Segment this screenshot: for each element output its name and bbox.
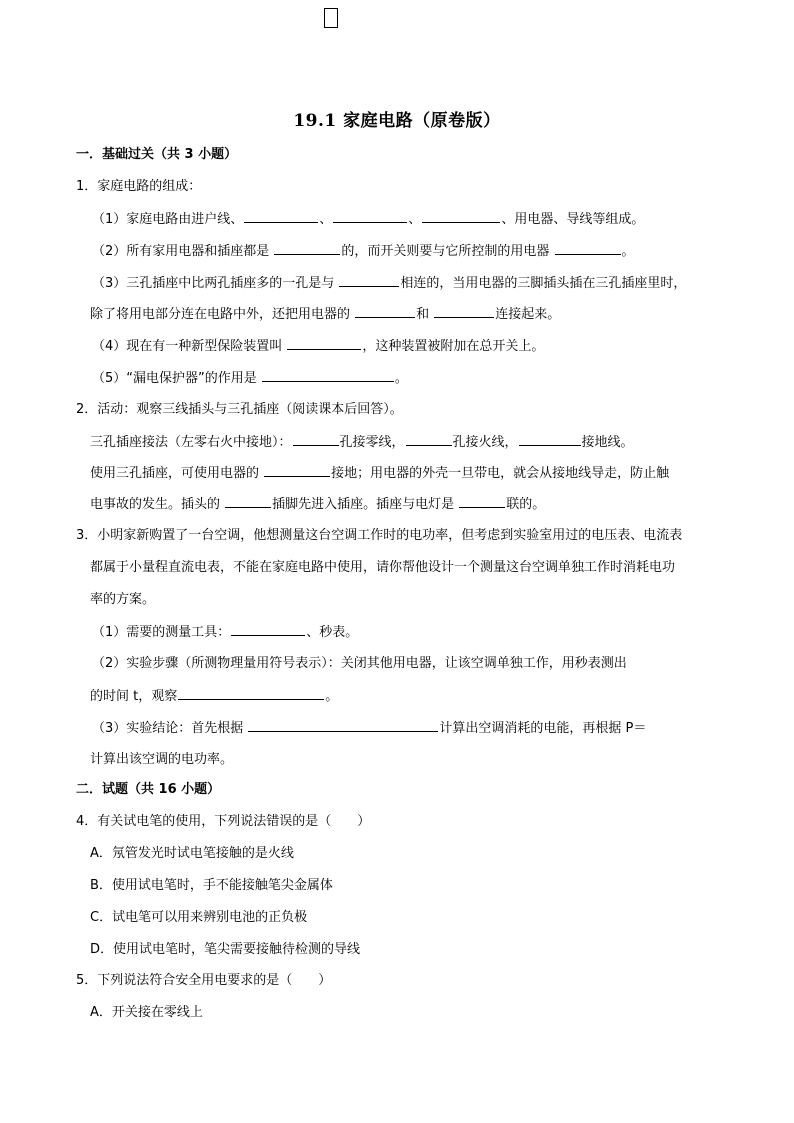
question-1-stem: 1．家庭电路的组成： xyxy=(76,179,202,194)
answer-blank xyxy=(274,242,340,255)
answer-blank xyxy=(519,433,581,446)
question-1-part-3-cont: 除了将用电部分连在电路中外，还把用电器的 和 连接起来。 xyxy=(90,307,561,322)
question-4-option-b: B．使用试电笔时，手不能接触笔尖金属体 xyxy=(90,878,333,893)
answer-blank xyxy=(434,305,494,318)
question-1-part-5: （5）“漏电保护器”的作用是 。 xyxy=(92,371,408,386)
question-1-part-4: （4）现在有一种新型保险装置叫 ，这种装置被附加在总开关上。 xyxy=(92,339,545,354)
answer-blank xyxy=(225,495,271,508)
answer-blank xyxy=(262,369,394,382)
section-heading-tests: 二．试题（共 16 小题） xyxy=(76,782,221,797)
page-title: 19.1 家庭电路（原卷版） xyxy=(293,111,501,131)
answer-blank xyxy=(555,242,621,255)
answer-blank xyxy=(422,210,500,223)
question-3-stem-line-1: 3．小明家新购置了一台空调，他想测量这台空调工作时的电功率，但考虑到实验室用过的电压表、电流表 xyxy=(76,528,683,543)
answer-blank xyxy=(264,464,330,477)
question-2-line-3: 电事故的发生。插头的 插脚先进入插座。插座与电灯是 联的。 xyxy=(90,497,546,512)
question-3-stem-line-3: 率的方案。 xyxy=(90,592,156,607)
question-3-part-3-cont: 计算出该空调的电功率。 xyxy=(90,752,234,767)
answer-blank xyxy=(459,495,505,508)
answer-blank xyxy=(244,210,318,223)
missing-glyph-box xyxy=(324,8,338,28)
question-3-part-2: （2）实验步骤（所测物理量用符号表示）：关闭其他用电器，让该空调单独工作，用秒表测出 xyxy=(92,656,627,671)
question-4-stem: 4．有关试电笔的使用，下列说法错误的是（ ） xyxy=(76,814,371,829)
question-5-stem: 5．下列说法符合安全用电要求的是（ ） xyxy=(76,973,332,988)
question-1-part-2: （2）所有家用电器和插座都是 的，而开关则要与它所控制的用电器 。 xyxy=(92,244,635,259)
section-heading-basic: 一．基础过关（共 3 小题） xyxy=(76,147,238,162)
question-2-line-2: 使用三孔插座，可使用电器的 接地；用电器的外壳一旦带电，就会从接地线导走，防止触 xyxy=(90,466,670,481)
answer-blank xyxy=(355,305,415,318)
question-4-option-d: D．使用试电笔时，笔尖需要接触待检测的导线 xyxy=(90,942,361,957)
answer-blank xyxy=(339,274,399,287)
question-3-part-2-cont: 的时间 t，观察 。 xyxy=(90,689,339,704)
question-1-part-3: （3）三孔插座中比两孔插座多的一孔是与 相连的，当用电器的三脚插头插在三孔插座里时， xyxy=(92,276,687,291)
answer-blank xyxy=(178,687,324,700)
question-3-part-1: （1）需要的测量工具： 、秒表。 xyxy=(92,625,359,640)
question-2-line-1: 三孔插座接法（左零右火中接地）： 孔接零线， 孔接火线， 接地线。 xyxy=(90,435,634,450)
question-3-stem-line-2: 都属于小量程直流电表，不能在家庭电路中使用，请你帮他设计一个测量这台空调单独工作时消耗电功 xyxy=(90,560,676,575)
question-2-stem: 2．活动：观察三线插头与三孔插座（阅读课本后回答）。 xyxy=(76,402,403,417)
answer-blank xyxy=(333,210,407,223)
question-4-option-a: A．氖管发光时试电笔接触的是火线 xyxy=(90,846,294,861)
answer-blank xyxy=(406,433,452,446)
question-1-part-1: （1）家庭电路由进户线、 、 、 、用电器、导线等组成。 xyxy=(92,212,645,227)
answer-blank xyxy=(287,337,361,350)
question-5-option-a: A．开关接在零线上 xyxy=(90,1005,203,1020)
answer-blank xyxy=(248,719,438,732)
answer-blank xyxy=(231,623,305,636)
question-3-part-3: （3）实验结论：首先根据 计算出空调消耗的电能，再根据 P＝ xyxy=(92,721,647,736)
answer-blank xyxy=(293,433,339,446)
question-4-option-c: C．试电笔可以用来辨别电池的正负极 xyxy=(90,910,308,925)
